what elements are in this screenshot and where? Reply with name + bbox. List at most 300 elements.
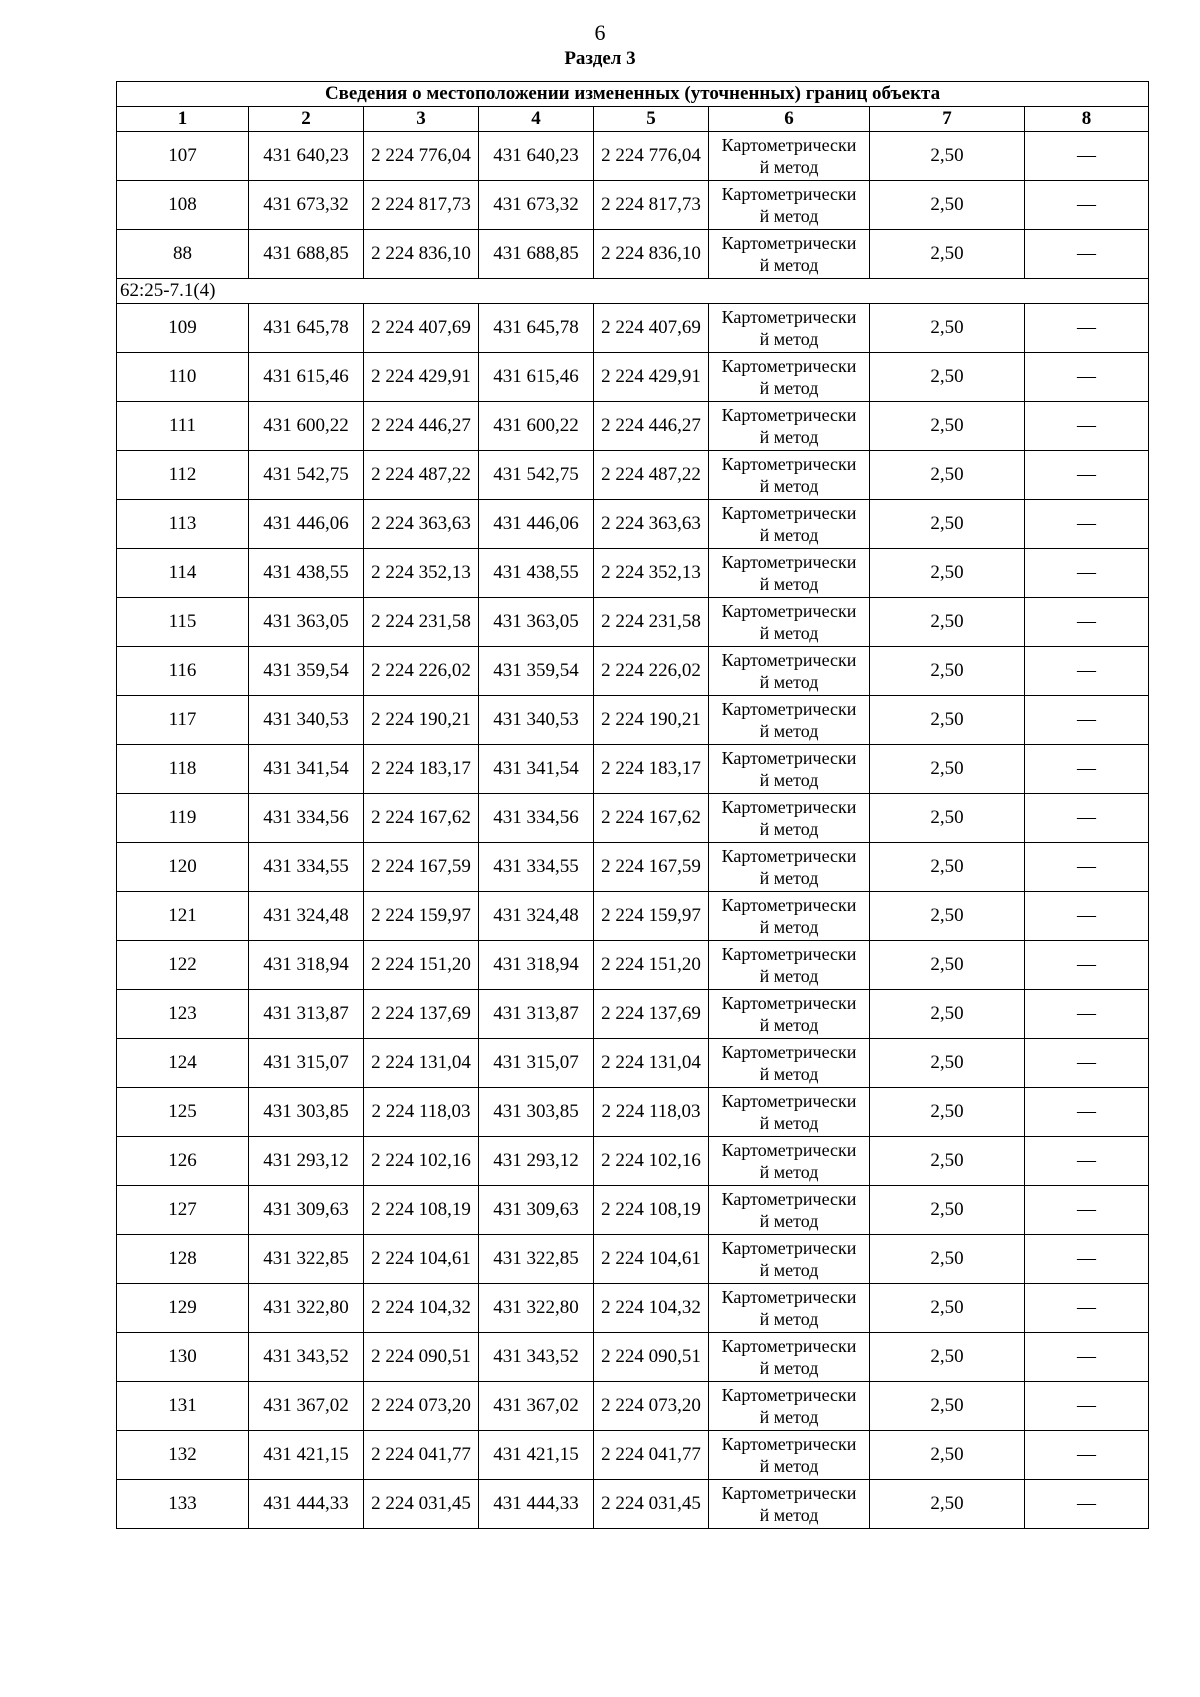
method-line-1: Картометрически (721, 748, 857, 768)
cell-y-new: 2 224 108,19 (594, 1186, 709, 1235)
method-line-1: Картометрически (721, 699, 857, 719)
cell-method (709, 745, 870, 794)
cell-x-new: 431 303,85 (479, 1088, 594, 1137)
cell-x-new: 431 688,85 (479, 230, 594, 279)
cell-y-new: 2 224 167,62 (594, 794, 709, 843)
cell-method (709, 304, 870, 353)
cell-x-old: 431 343,52 (249, 1333, 364, 1382)
method-line-2: й метод (759, 1113, 819, 1133)
method-line-1: Картометрически (721, 1189, 857, 1209)
table-row (117, 1186, 1149, 1235)
cell-x-old: 431 359,54 (249, 647, 364, 696)
method-line-1: Картометрически (721, 1434, 857, 1454)
cell-note: — (1025, 647, 1149, 696)
cell-method (709, 353, 870, 402)
cell-y-old: 2 224 487,22 (364, 451, 479, 500)
cell-y-old: 2 224 104,61 (364, 1235, 479, 1284)
cell-y-new: 2 224 363,63 (594, 500, 709, 549)
cell-x-new: 431 334,56 (479, 794, 594, 843)
table-row (117, 181, 1149, 230)
cell-method (709, 941, 870, 990)
table-row (117, 647, 1149, 696)
cell-note: — (1025, 132, 1149, 181)
cell-point: 118 (117, 745, 249, 794)
method-line-2: й метод (759, 1456, 819, 1476)
cell-y-new: 2 224 231,58 (594, 598, 709, 647)
section-title: Раздел 3 (564, 48, 636, 69)
cell-y-new: 2 224 104,61 (594, 1235, 709, 1284)
cell-y-old: 2 224 167,59 (364, 843, 479, 892)
cell-accuracy: 2,50 (870, 304, 1025, 353)
cell-method (709, 1088, 870, 1137)
cell-point: 129 (117, 1284, 249, 1333)
cell-y-old: 2 224 031,45 (364, 1480, 479, 1529)
cell-note: — (1025, 451, 1149, 500)
cell-method (709, 1480, 870, 1529)
boundary-coordinates-table (116, 81, 1149, 1529)
cell-x-old: 431 615,46 (249, 353, 364, 402)
cell-y-old: 2 224 817,73 (364, 181, 479, 230)
table-row (117, 500, 1149, 549)
cell-method (709, 181, 870, 230)
cell-method (709, 1333, 870, 1382)
table-row (117, 745, 1149, 794)
cell-note: — (1025, 696, 1149, 745)
cell-x-old: 431 293,12 (249, 1137, 364, 1186)
cell-x-new: 431 421,15 (479, 1431, 594, 1480)
cell-accuracy: 2,50 (870, 1235, 1025, 1284)
cell-accuracy: 2,50 (870, 843, 1025, 892)
column-number: 2 (249, 107, 364, 132)
cell-y-old: 2 224 118,03 (364, 1088, 479, 1137)
cell-note: — (1025, 230, 1149, 279)
cell-x-old: 431 324,48 (249, 892, 364, 941)
cell-method (709, 647, 870, 696)
cell-point: 127 (117, 1186, 249, 1235)
method-line-1: Картометрически (721, 1238, 857, 1258)
cell-point: 119 (117, 794, 249, 843)
cell-y-old: 2 224 407,69 (364, 304, 479, 353)
cell-y-new: 2 224 836,10 (594, 230, 709, 279)
cell-y-new: 2 224 131,04 (594, 1039, 709, 1088)
cell-note: — (1025, 598, 1149, 647)
cell-point: 122 (117, 941, 249, 990)
method-line-2: й метод (759, 672, 819, 692)
method-line-2: й метод (759, 1015, 819, 1035)
cell-point: 109 (117, 304, 249, 353)
cell-point: 111 (117, 402, 249, 451)
cell-x-old: 431 645,78 (249, 304, 364, 353)
column-number: 7 (870, 107, 1025, 132)
cell-x-new: 431 673,32 (479, 181, 594, 230)
cell-note: — (1025, 1137, 1149, 1186)
table-caption: Сведения о местоположении измененных (уточненных) границ объекта (117, 82, 1149, 107)
table-body (117, 82, 1149, 1529)
column-number: 1 (117, 107, 249, 132)
table-row (117, 230, 1149, 279)
cell-accuracy: 2,50 (870, 1382, 1025, 1431)
cell-y-old: 2 224 836,10 (364, 230, 479, 279)
cell-y-old: 2 224 352,13 (364, 549, 479, 598)
group-label: 62:25-7.1(4) (117, 279, 1149, 304)
cell-method (709, 794, 870, 843)
cell-x-new: 431 313,87 (479, 990, 594, 1039)
cell-note: — (1025, 549, 1149, 598)
cell-accuracy: 2,50 (870, 132, 1025, 181)
method-line-2: й метод (759, 329, 819, 349)
cell-note: — (1025, 1235, 1149, 1284)
cell-x-new: 431 343,52 (479, 1333, 594, 1382)
cell-y-new: 2 224 167,59 (594, 843, 709, 892)
cell-y-old: 2 224 131,04 (364, 1039, 479, 1088)
cell-accuracy: 2,50 (870, 1333, 1025, 1382)
cell-note: — (1025, 843, 1149, 892)
cell-point: 120 (117, 843, 249, 892)
cell-accuracy: 2,50 (870, 794, 1025, 843)
cell-accuracy: 2,50 (870, 1039, 1025, 1088)
cell-y-new: 2 224 073,20 (594, 1382, 709, 1431)
cell-y-new: 2 224 102,16 (594, 1137, 709, 1186)
cell-x-old: 431 334,55 (249, 843, 364, 892)
cell-x-new: 431 318,94 (479, 941, 594, 990)
cell-note: — (1025, 1039, 1149, 1088)
method-line-2: й метод (759, 378, 819, 398)
cell-y-new: 2 224 183,17 (594, 745, 709, 794)
cell-method (709, 1137, 870, 1186)
cell-point: 116 (117, 647, 249, 696)
method-line-1: Картометрически (721, 1287, 857, 1307)
method-line-1: Картометрически (721, 1042, 857, 1062)
cell-note: — (1025, 353, 1149, 402)
cell-x-new: 431 615,46 (479, 353, 594, 402)
table-row (117, 451, 1149, 500)
cell-point: 125 (117, 1088, 249, 1137)
method-line-2: й метод (759, 1260, 819, 1280)
cell-accuracy: 2,50 (870, 353, 1025, 402)
cell-point: 123 (117, 990, 249, 1039)
method-line-1: Картометрически (721, 601, 857, 621)
method-line-1: Картометрически (721, 1385, 857, 1405)
column-number: 5 (594, 107, 709, 132)
cell-y-old: 2 224 231,58 (364, 598, 479, 647)
cell-y-old: 2 224 226,02 (364, 647, 479, 696)
cell-x-old: 431 313,87 (249, 990, 364, 1039)
cell-method (709, 1284, 870, 1333)
cell-point: 128 (117, 1235, 249, 1284)
cell-y-new: 2 224 817,73 (594, 181, 709, 230)
cell-point: 124 (117, 1039, 249, 1088)
cell-x-old: 431 367,02 (249, 1382, 364, 1431)
cell-x-old: 431 322,85 (249, 1235, 364, 1284)
method-line-2: й метод (759, 157, 819, 177)
method-line-1: Картометрически (721, 356, 857, 376)
method-line-1: Картометрически (721, 846, 857, 866)
cell-x-old: 431 673,32 (249, 181, 364, 230)
cell-x-new: 431 600,22 (479, 402, 594, 451)
cell-y-old: 2 224 776,04 (364, 132, 479, 181)
cell-accuracy: 2,50 (870, 647, 1025, 696)
cell-y-new: 2 224 090,51 (594, 1333, 709, 1382)
group-header-row (117, 279, 1149, 304)
cell-method (709, 990, 870, 1039)
method-line-2: й метод (759, 206, 819, 226)
cell-x-old: 431 421,15 (249, 1431, 364, 1480)
cell-y-old: 2 224 073,20 (364, 1382, 479, 1431)
cell-accuracy: 2,50 (870, 1088, 1025, 1137)
cell-x-new: 431 340,53 (479, 696, 594, 745)
cell-accuracy: 2,50 (870, 1137, 1025, 1186)
cell-point: 117 (117, 696, 249, 745)
cell-x-old: 431 303,85 (249, 1088, 364, 1137)
cell-x-new: 431 293,12 (479, 1137, 594, 1186)
cell-point: 121 (117, 892, 249, 941)
method-line-2: й метод (759, 623, 819, 643)
table-row (117, 1039, 1149, 1088)
cell-y-new: 2 224 776,04 (594, 132, 709, 181)
cell-x-new: 431 324,48 (479, 892, 594, 941)
cell-x-new: 431 334,55 (479, 843, 594, 892)
cell-method (709, 696, 870, 745)
cell-note: — (1025, 1480, 1149, 1529)
cell-x-old: 431 318,94 (249, 941, 364, 990)
column-number: 3 (364, 107, 479, 132)
method-line-2: й метод (759, 1211, 819, 1231)
cell-method (709, 1431, 870, 1480)
cell-accuracy: 2,50 (870, 745, 1025, 794)
cell-point: 133 (117, 1480, 249, 1529)
cell-y-new: 2 224 446,27 (594, 402, 709, 451)
cell-y-old: 2 224 102,16 (364, 1137, 479, 1186)
method-line-2: й метод (759, 1358, 819, 1378)
cell-point: 110 (117, 353, 249, 402)
table-row (117, 304, 1149, 353)
cell-point: 112 (117, 451, 249, 500)
cell-x-old: 431 600,22 (249, 402, 364, 451)
cell-x-new: 431 363,05 (479, 598, 594, 647)
method-line-1: Картометрически (721, 1140, 857, 1160)
table-row (117, 1431, 1149, 1480)
cell-note: — (1025, 181, 1149, 230)
cell-method (709, 1039, 870, 1088)
cell-y-new: 2 224 159,97 (594, 892, 709, 941)
cell-note: — (1025, 402, 1149, 451)
cell-y-new: 2 224 352,13 (594, 549, 709, 598)
table-row (117, 941, 1149, 990)
cell-accuracy: 2,50 (870, 402, 1025, 451)
cell-note: — (1025, 1284, 1149, 1333)
cell-accuracy: 2,50 (870, 892, 1025, 941)
cell-note: — (1025, 1431, 1149, 1480)
table-row (117, 132, 1149, 181)
column-number: 8 (1025, 107, 1149, 132)
method-line-1: Картометрически (721, 1483, 857, 1503)
method-line-2: й метод (759, 255, 819, 275)
table-row (117, 1480, 1149, 1529)
method-line-2: й метод (759, 1162, 819, 1182)
cell-y-new: 2 224 041,77 (594, 1431, 709, 1480)
cell-x-new: 431 322,85 (479, 1235, 594, 1284)
cell-y-old: 2 224 137,69 (364, 990, 479, 1039)
cell-accuracy: 2,50 (870, 1284, 1025, 1333)
cell-y-new: 2 224 151,20 (594, 941, 709, 990)
cell-point: 114 (117, 549, 249, 598)
method-line-1: Картометрически (721, 650, 857, 670)
cell-method (709, 1382, 870, 1431)
cell-x-old: 431 315,07 (249, 1039, 364, 1088)
cell-method (709, 230, 870, 279)
cell-accuracy: 2,50 (870, 990, 1025, 1039)
cell-x-new: 431 367,02 (479, 1382, 594, 1431)
cell-method (709, 1186, 870, 1235)
table-row (117, 794, 1149, 843)
table-caption-row (117, 82, 1149, 107)
cell-x-new: 431 444,33 (479, 1480, 594, 1529)
cell-note: — (1025, 1186, 1149, 1235)
cell-note: — (1025, 794, 1149, 843)
cell-accuracy: 2,50 (870, 549, 1025, 598)
column-number: 4 (479, 107, 594, 132)
cell-accuracy: 2,50 (870, 181, 1025, 230)
cell-x-old: 431 363,05 (249, 598, 364, 647)
cell-accuracy: 2,50 (870, 941, 1025, 990)
cell-x-new: 431 640,23 (479, 132, 594, 181)
cell-accuracy: 2,50 (870, 696, 1025, 745)
method-line-2: й метод (759, 1064, 819, 1084)
method-line-2: й метод (759, 525, 819, 545)
method-line-1: Картометрически (721, 1091, 857, 1111)
cell-accuracy: 2,50 (870, 598, 1025, 647)
cell-method (709, 843, 870, 892)
cell-note: — (1025, 990, 1149, 1039)
table-row (117, 1235, 1149, 1284)
cell-x-old: 431 444,33 (249, 1480, 364, 1529)
method-line-2: й метод (759, 966, 819, 986)
cell-note: — (1025, 304, 1149, 353)
method-line-1: Картометрически (721, 797, 857, 817)
cell-x-new: 431 341,54 (479, 745, 594, 794)
cell-x-old: 431 322,80 (249, 1284, 364, 1333)
cell-y-old: 2 224 190,21 (364, 696, 479, 745)
table-row (117, 1088, 1149, 1137)
cell-point: 115 (117, 598, 249, 647)
cell-y-old: 2 224 151,20 (364, 941, 479, 990)
cell-x-new: 431 645,78 (479, 304, 594, 353)
cell-point: 108 (117, 181, 249, 230)
method-line-2: й метод (759, 721, 819, 741)
method-line-1: Картометрически (721, 944, 857, 964)
cell-y-old: 2 224 090,51 (364, 1333, 479, 1382)
cell-y-old: 2 224 429,91 (364, 353, 479, 402)
method-line-2: й метод (759, 1505, 819, 1525)
cell-method (709, 598, 870, 647)
method-line-1: Картометрически (721, 135, 857, 155)
cell-method (709, 451, 870, 500)
cell-method (709, 549, 870, 598)
method-line-1: Картометрически (721, 552, 857, 572)
cell-note: — (1025, 1333, 1149, 1382)
cell-x-old: 431 341,54 (249, 745, 364, 794)
cell-accuracy: 2,50 (870, 451, 1025, 500)
method-line-1: Картометрически (721, 895, 857, 915)
cell-accuracy: 2,50 (870, 1431, 1025, 1480)
cell-y-old: 2 224 446,27 (364, 402, 479, 451)
table-row (117, 353, 1149, 402)
column-number-row (117, 107, 1149, 132)
cell-y-new: 2 224 429,91 (594, 353, 709, 402)
cell-note: — (1025, 745, 1149, 794)
cell-note: — (1025, 892, 1149, 941)
cell-point: 126 (117, 1137, 249, 1186)
cell-y-new: 2 224 118,03 (594, 1088, 709, 1137)
cell-point: 132 (117, 1431, 249, 1480)
cell-y-new: 2 224 226,02 (594, 647, 709, 696)
cell-x-old: 431 438,55 (249, 549, 364, 598)
method-line-1: Картометрически (721, 503, 857, 523)
cell-x-new: 431 359,54 (479, 647, 594, 696)
cell-x-new: 431 542,75 (479, 451, 594, 500)
cell-y-new: 2 224 487,22 (594, 451, 709, 500)
method-line-1: Картометрически (721, 1336, 857, 1356)
cell-x-old: 431 542,75 (249, 451, 364, 500)
cell-accuracy: 2,50 (870, 1186, 1025, 1235)
table-row (117, 549, 1149, 598)
cell-method (709, 892, 870, 941)
cell-y-old: 2 224 183,17 (364, 745, 479, 794)
table-row (117, 990, 1149, 1039)
cell-method (709, 500, 870, 549)
table-row (117, 1137, 1149, 1186)
table-row (117, 843, 1149, 892)
cell-x-old: 431 309,63 (249, 1186, 364, 1235)
cell-y-old: 2 224 041,77 (364, 1431, 479, 1480)
cell-y-new: 2 224 031,45 (594, 1480, 709, 1529)
method-line-2: й метод (759, 574, 819, 594)
table-row (117, 402, 1149, 451)
cell-x-old: 431 446,06 (249, 500, 364, 549)
method-line-2: й метод (759, 917, 819, 937)
cell-method (709, 1235, 870, 1284)
cell-x-old: 431 688,85 (249, 230, 364, 279)
cell-note: — (1025, 500, 1149, 549)
cell-point: 131 (117, 1382, 249, 1431)
cell-y-old: 2 224 167,62 (364, 794, 479, 843)
cell-y-new: 2 224 137,69 (594, 990, 709, 1039)
method-line-2: й метод (759, 427, 819, 447)
page-number: 6 (594, 20, 606, 45)
method-line-1: Картометрически (721, 233, 857, 253)
cell-point: 107 (117, 132, 249, 181)
cell-accuracy: 2,50 (870, 1480, 1025, 1529)
method-line-2: й метод (759, 476, 819, 496)
table-row (117, 892, 1149, 941)
method-line-2: й метод (759, 770, 819, 790)
cell-x-new: 431 438,55 (479, 549, 594, 598)
cell-x-old: 431 640,23 (249, 132, 364, 181)
table-row (117, 1382, 1149, 1431)
cell-x-new: 431 446,06 (479, 500, 594, 549)
cell-point: 130 (117, 1333, 249, 1382)
cell-y-old: 2 224 159,97 (364, 892, 479, 941)
cell-y-new: 2 224 190,21 (594, 696, 709, 745)
table-row (117, 1333, 1149, 1382)
cell-note: — (1025, 941, 1149, 990)
table-row (117, 1284, 1149, 1333)
method-line-2: й метод (759, 1309, 819, 1329)
method-line-1: Картометрически (721, 184, 857, 204)
cell-y-old: 2 224 108,19 (364, 1186, 479, 1235)
method-line-2: й метод (759, 1407, 819, 1427)
cell-point: 113 (117, 500, 249, 549)
